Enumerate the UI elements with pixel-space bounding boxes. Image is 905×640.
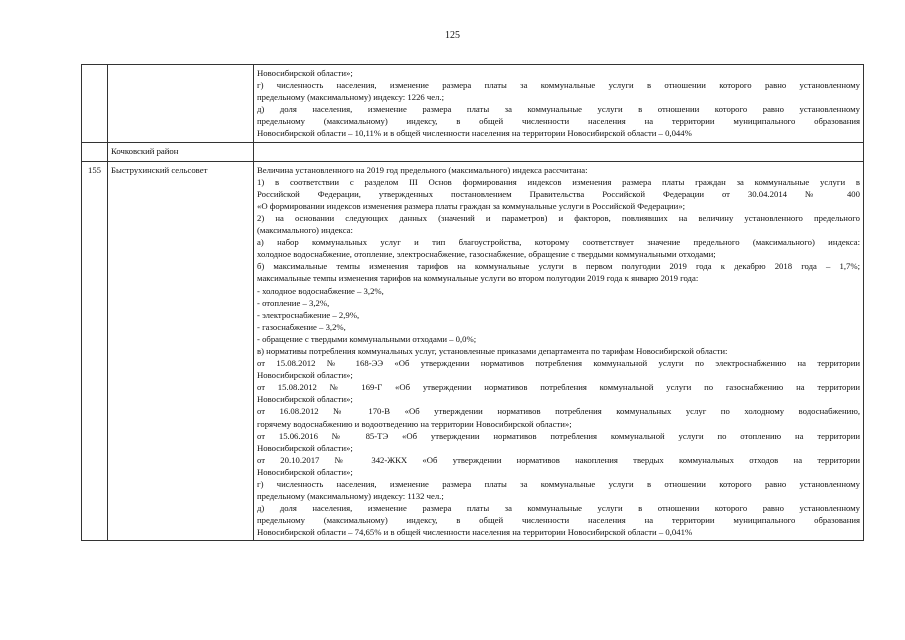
description-line: Новосибирской области»; [257, 68, 353, 78]
description-line: от 20.10.2017 № 342-ЖКХ «Об утверждении нормативов накопления твердых коммунальных отходов на территории [257, 454, 860, 465]
description-line: в) нормативы потребления коммунальных услуг, установленные приказами департамента по тарифам Новосибирской области: [257, 345, 728, 356]
index-description-cell [254, 65, 864, 143]
page-number: 125 [445, 30, 460, 41]
description-line: Новосибирской области»; [257, 466, 353, 477]
description-line: от 16.08.2012 № 170-В «Об утверждении нормативов потребления коммунальных услуг по холодному водоснабжению, [257, 406, 860, 417]
description-line: Российской Федерации, утвержденных постановлением Правительства Российской Федерации от 30.04.2014 № 400 [257, 188, 860, 199]
description-line: - обращение с твердыми коммунальными отходами – 0,0%; [257, 333, 477, 344]
description-line: предельному (максимальному) индексу: 1132 чел.; [257, 491, 444, 502]
description-line: г) численность населения, изменение размера платы за коммунальные услуги в отношении которого равно установленному [257, 80, 860, 91]
description-line: Новосибирской области»; [257, 442, 353, 453]
municipality-name-cell [108, 65, 254, 143]
description-line: холодное водоснабжение, отопление, электроснабжение, газоснабжение, обращение с твердыми коммунальными отходами; [257, 249, 716, 260]
description-line: - холодное водоснабжение – 3,2%, [257, 285, 384, 296]
municipality-name-cell: Быструхинский сельсовет [108, 161, 254, 541]
description-line: а) набор коммунальных услуг и тип благоустройства, которому соответствует значение предельного (максимального) индекса: [257, 237, 860, 248]
municipality-name-cell: Кочковский район [108, 142, 254, 161]
table-row [82, 161, 864, 541]
description-line: - отопление – 3,2%, [257, 297, 330, 308]
description-line: г) численность населения, изменение размера платы за коммунальные услуги в отношении которого равно установленному [257, 479, 860, 489]
description-line: - электроснабжение – 2,9%, [257, 309, 360, 320]
description-line: от 15.08.2012 № 169-Г «Об утверждении нормативов потребления коммунальной услуги по газоснабжению на территории [257, 382, 860, 393]
description-line: Новосибирской области»; [257, 370, 353, 381]
description-line: предельному (максимальному) индексу, в общей численности населения на территории муниципального образования [257, 116, 860, 127]
description-line: (максимального) индекса: [257, 225, 353, 236]
description-line: - газоснабжение – 3,2%, [257, 321, 346, 332]
description-line: предельному (максимальному) индексу, в общей численности населения на территории муниципального образования [257, 515, 860, 526]
description-line: д) доля населения, изменение размера платы за коммунальные услуги в отношении которого равно установленному [257, 104, 860, 115]
description-line: Новосибирской области – 10,11% и в общей численности населения на территории Новосибирской области – 0,044% [257, 128, 692, 139]
description-line: от 15.06.2016 № 85-ТЭ «Об утверждении нормативов потребления коммунальной услуги по отоплению на территории [257, 430, 860, 441]
index-description-cell [254, 161, 864, 541]
description-line: 2) на основании следующих данных (значений и параметров) и факторов, повлиявших на величину установленного предельного [257, 212, 860, 223]
row-number-cell: 155 [82, 161, 108, 541]
index-description-cell [254, 142, 864, 161]
description-line: 1) в соответствии с разделом III Основ формирования индексов изменения размера платы граждан за коммунальные услуги в [257, 176, 860, 187]
table-row [82, 65, 864, 143]
description-line: б) максимальные темпы изменения тарифов на коммунальные услуги в первом полугодии 2019 года к декабрю 2018 года – 1,7%; [257, 261, 860, 272]
description-line: д) доля населения, изменение размера платы за коммунальные услуги в отношении которого равно установленному [257, 503, 860, 514]
description-line: «О формировании индексов изменения размера платы граждан за коммунальные услуги в Российской Федерации»; [257, 200, 686, 211]
table-row [82, 142, 864, 161]
row-number-cell [82, 142, 108, 161]
description-line: Новосибирской области – 74,65% и в общей численности населения на территории Новосибирской области – 0,041% [257, 527, 693, 538]
description-line: Величина установленного на 2019 год предельного (максимального) индекса рассчитана: [257, 164, 588, 175]
row-number-cell [82, 65, 108, 143]
description-line: горячему водоснабжению и водоотведению на территории Новосибирской области»; [257, 418, 572, 429]
description-line: максимальные темпы изменения тарифов на коммунальные услуги во втором полугодии 2019 года к январю 2019 года: [257, 273, 699, 284]
description-line: от 15.08.2012 № 168-ЭЭ «Об утверждении нормативов потребления коммунальной услуги по электроснабжению на территории [257, 358, 860, 369]
tariff-table [81, 64, 864, 541]
description-line: Новосибирской области»; [257, 394, 353, 405]
description-line: предельному (максимальному) индексу: 1226 чел.; [257, 92, 445, 103]
